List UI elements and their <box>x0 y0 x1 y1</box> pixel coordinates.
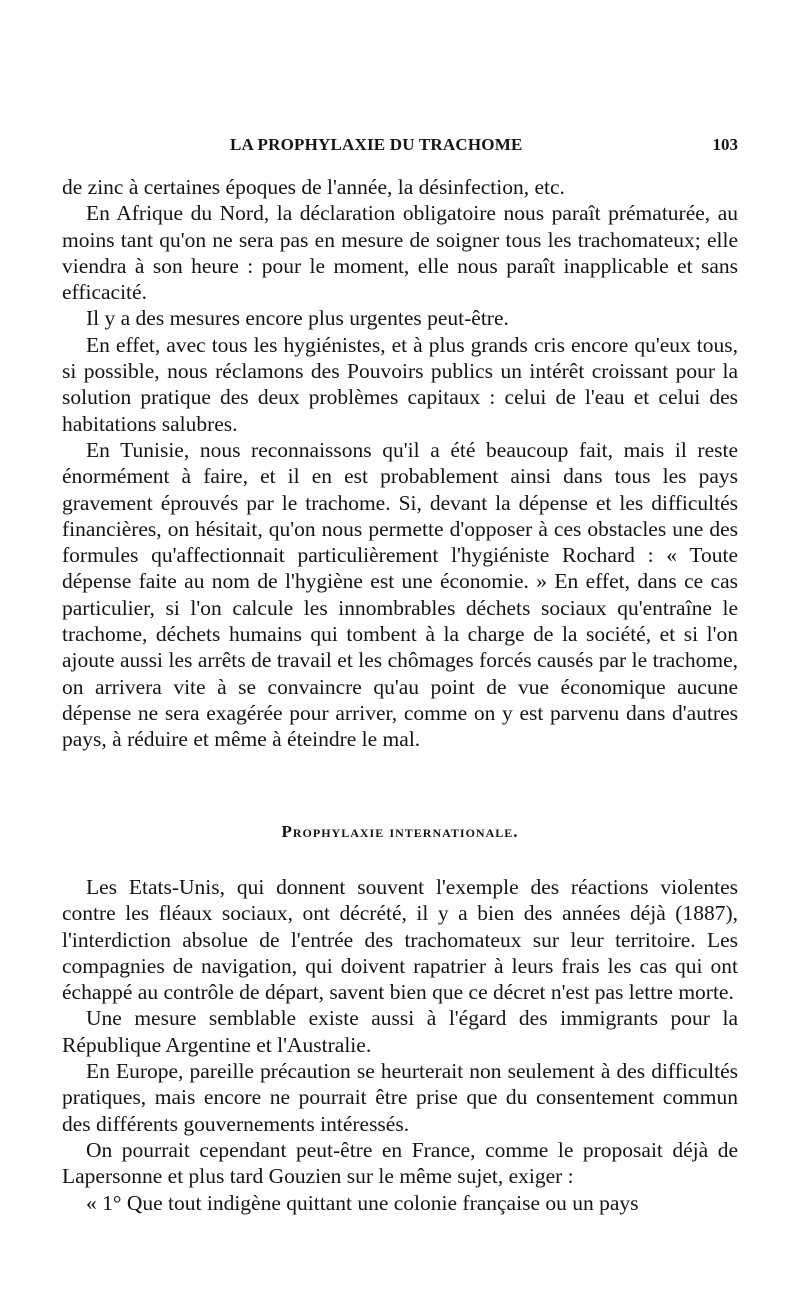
section-heading-text: Prophylaxie internationale. <box>281 822 519 841</box>
body-text-section-1 <box>62 174 738 753</box>
page-number: 103 <box>712 135 738 154</box>
running-head <box>62 135 738 157</box>
paragraph: En Europe, pareille précaution se heurterait non seulement à des difficultés pratiques, mais encore ne pourrait être prise que du consentement commun des différents gouvernements intéressés. <box>62 1059 738 1136</box>
paragraph: de zinc à certaines époques de l'année, la désinfection, etc. <box>62 175 565 199</box>
paragraph: On pourrait cependant peut-être en France, comme le proposait déjà de Lapersonne et plus tard Gouzien sur le même sujet, exiger : <box>62 1137 738 1189</box>
paragraph: Il y a des mesures encore plus urgentes peut-être. <box>86 306 509 331</box>
body-text-section-2 <box>62 874 738 1216</box>
paragraph: « 1° Que tout indigène quittant une colonie française ou un pays <box>86 1190 639 1215</box>
paragraph: En effet, avec tous les hygiénistes, et à plus grands cris encore qu'eux tous, si possible, nous réclamons des Pouvoirs publics un intérêt croissant pour la solution pratique des deux problèmes capitaux : celui de l'eau et celui des habitations salubres. <box>62 332 738 436</box>
section-heading <box>62 822 738 842</box>
running-title: LA PROPHYLAXIE DU TRACHOME <box>230 135 523 154</box>
paragraph: En Tunisie, nous reconnaissons qu'il a été beaucoup fait, mais il reste énormément à faire, et il en est probablement ainsi dans tous les pays gravement éprouvés par le trachome. Si, devant la dépense et les difficultés financières, on hésitait, qu'on nous permette d'opposer à ces obstacles une des formules qu'affectionnait particulièrement l'hygiéniste Rochard : « Toute dépense faite au nom de l'hygiène est une économie. » En effet, dans ce cas particulier, si l'on calcule les innombrables déchets sociaux qu'entraîne le trachome, déchets humains qui tombent à la charge de la société, et si l'on ajoute aussi les arrêts de travail et les chômages forcés causés par le trachome, on arrivera vite à se convaincre qu'au point de vue économique aucune dépense ne sera exagérée pour arriver, comme on y est parvenu dans d'autres pays, à réduire et même à éteindre le mal. <box>62 437 738 752</box>
paragraph: Une mesure semblable existe aussi à l'égard des immigrants pour la République Argentine et l'Australie. <box>62 1006 738 1057</box>
paragraph: En Afrique du Nord, la déclaration obligatoire nous paraît prématurée, au moins tant qu'on ne sera pas en mesure de soigner tous les trachomateux; elle viendra à son heure : pour le moment, elle nous paraît inapplicable et sans efficacité. <box>62 201 738 305</box>
paragraph: Les Etats-Unis, qui donnent souvent l'exemple des réactions violentes contre les fléaux sociaux, ont décrété, il y a bien des années déjà (1887), l'interdiction absolue de l'entrée des trachomateux sur leur territoire. Les compagnies de navigation, qui doivent rapatrier à leurs frais les cas qui ont échappé au contrôle de départ, savent bien que ce décret n'est pas lettre morte. <box>62 875 738 1005</box>
